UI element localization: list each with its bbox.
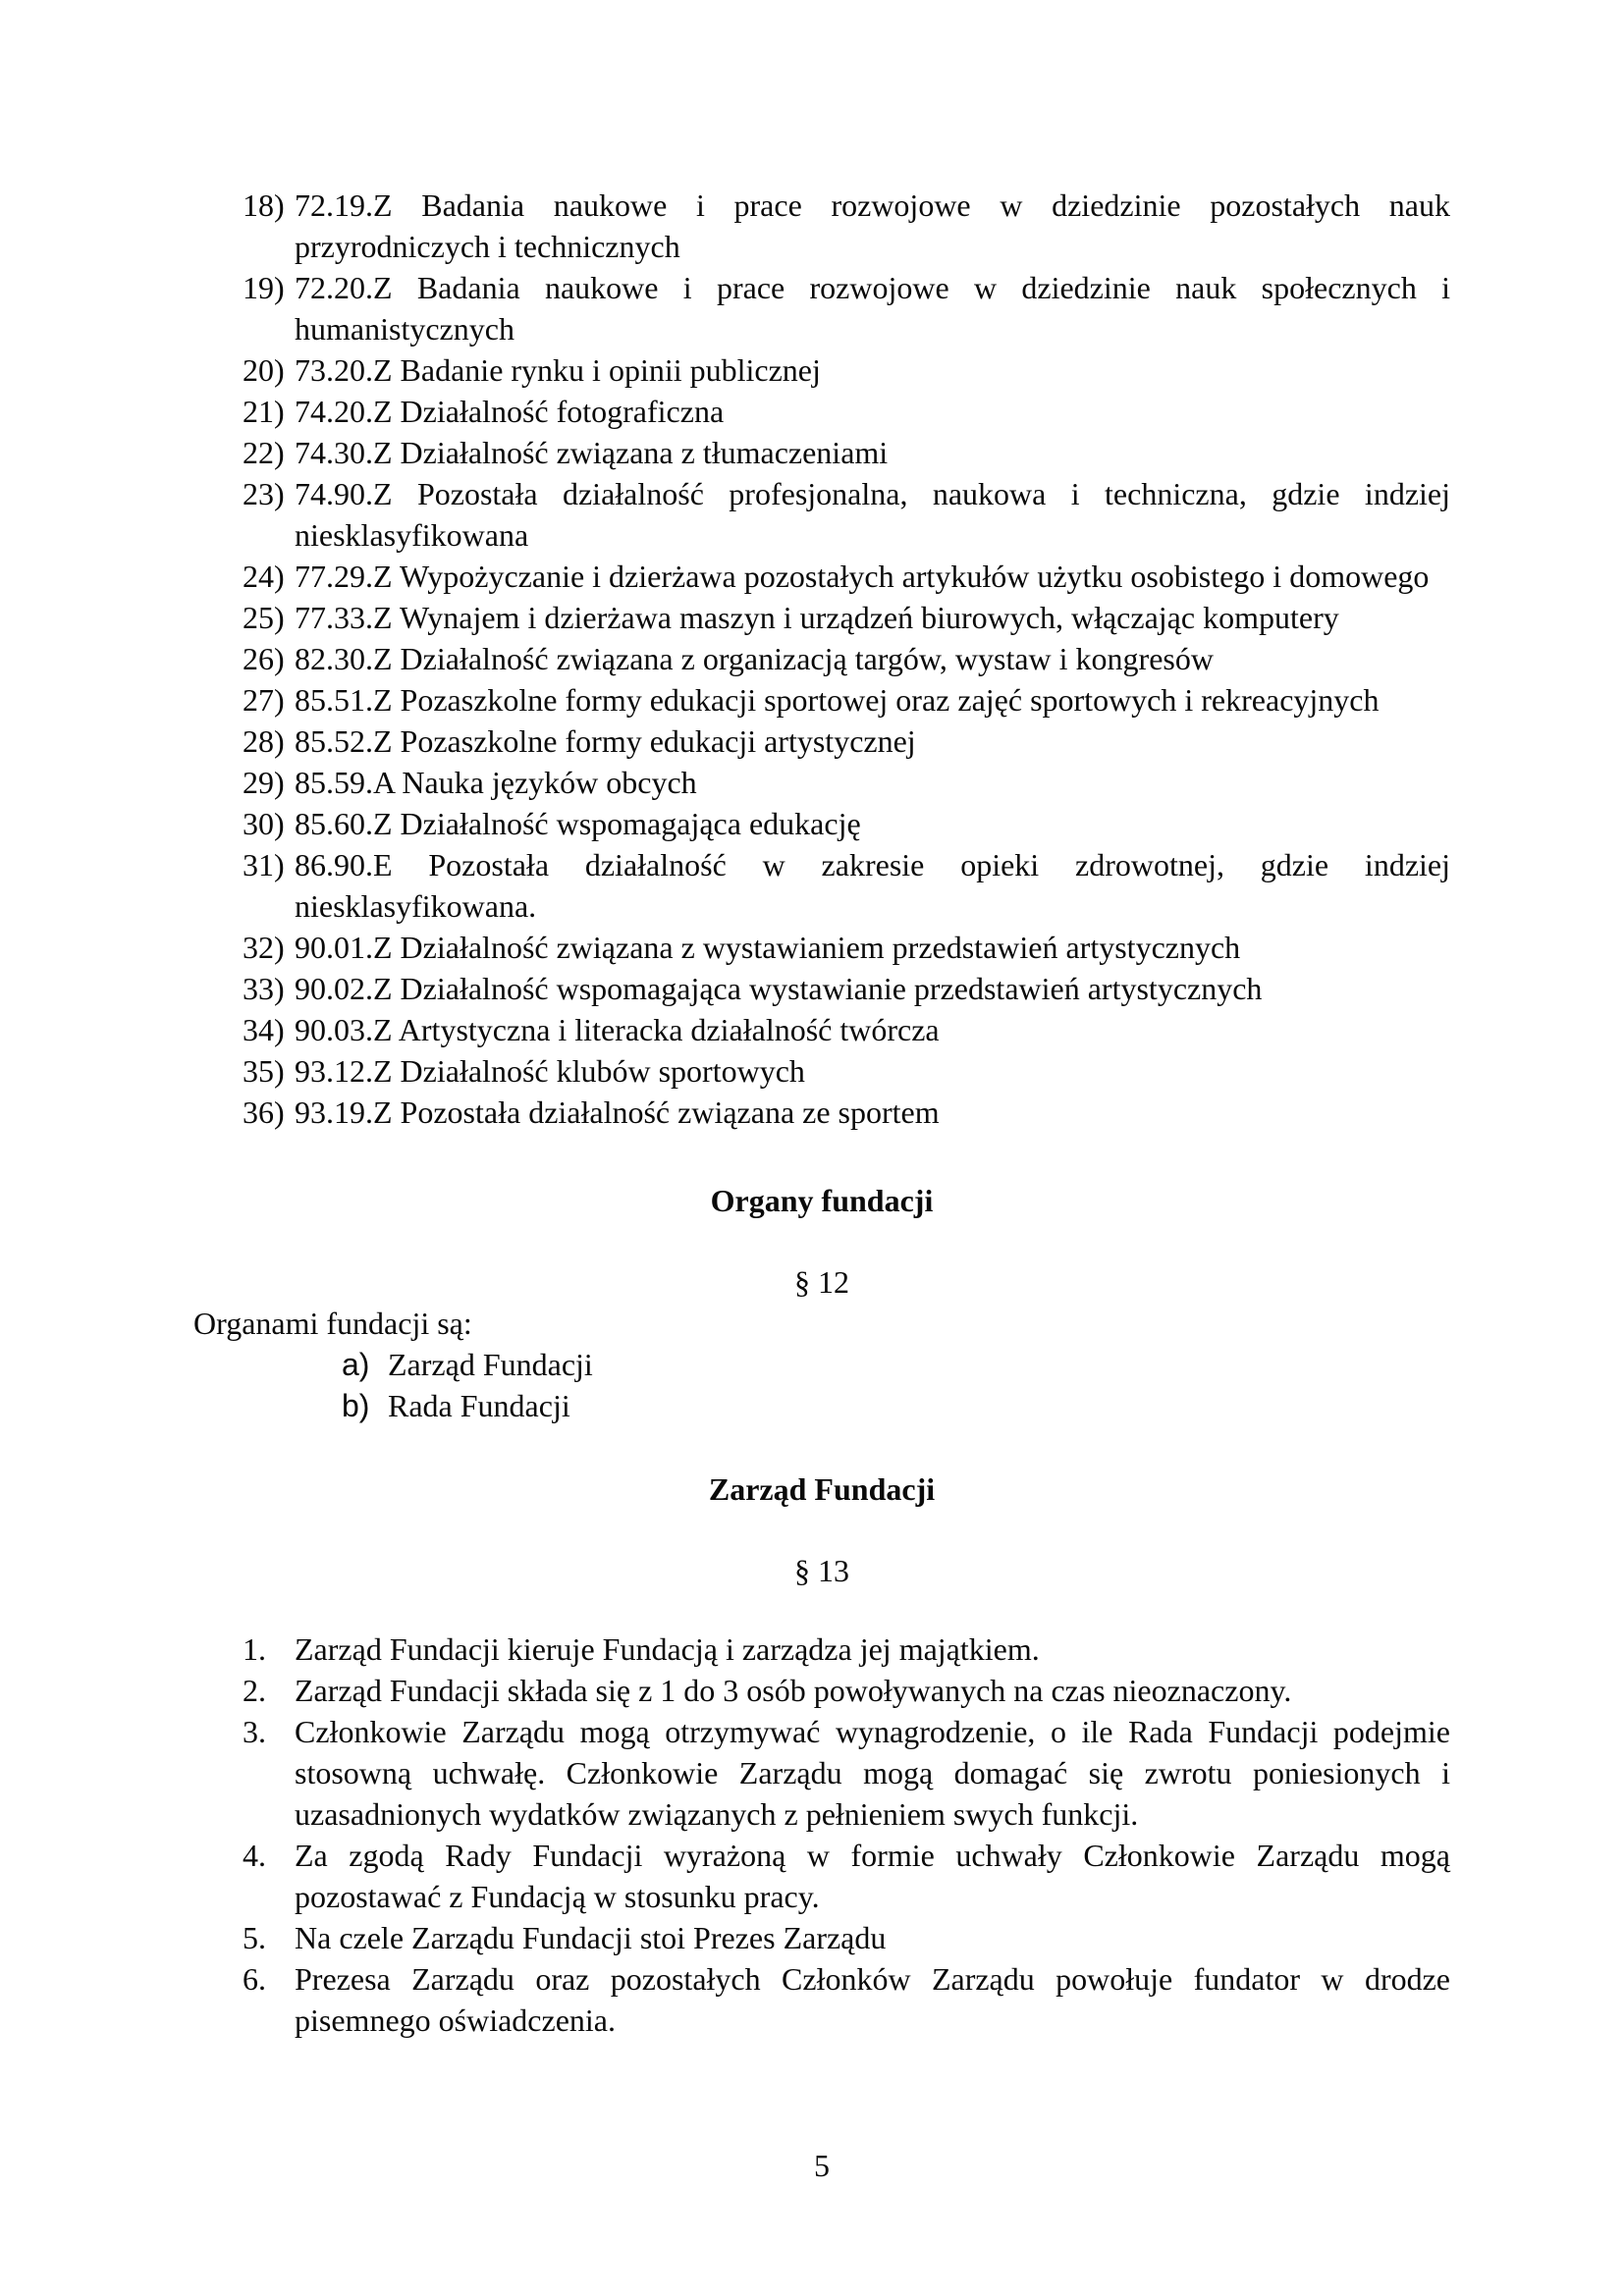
board-rule-number: 3.	[243, 1714, 266, 1749]
organ-item	[193, 1344, 1450, 1385]
activity-item	[193, 1009, 1450, 1050]
activity-item	[193, 473, 1450, 556]
activity-number: 23)	[243, 476, 285, 511]
activity-item	[193, 185, 1450, 267]
section-heading-organy-fundacji: Organy fundacji	[710, 1183, 934, 1218]
activity-number: 20)	[243, 352, 285, 388]
board-rule-item	[193, 1670, 1450, 1711]
activity-item	[193, 638, 1450, 679]
organ-label: Zarząd Fundacji	[388, 1347, 593, 1382]
activity-item	[193, 391, 1450, 432]
activity-item	[193, 927, 1450, 968]
board-rule-number: 5.	[243, 1920, 266, 1955]
board-rule-number: 2.	[243, 1673, 266, 1708]
activity-item	[193, 432, 1450, 473]
activity-number: 36)	[243, 1095, 285, 1130]
board-rule-item	[193, 1711, 1450, 1835]
organs-intro-paragraph: Organami fundacji są:	[193, 1306, 472, 1341]
activity-text: 85.59.A Nauka języków obcych	[295, 765, 697, 800]
board-rule-text: Zarząd Fundacji składa się z 1 do 3 osób powoływanych na czas nieoznaczony.	[295, 1673, 1292, 1708]
board-rule-number: 1.	[243, 1631, 266, 1667]
activity-number: 33)	[243, 971, 285, 1006]
organ-item	[193, 1385, 1450, 1426]
organ-letter-marker: b)	[342, 1388, 370, 1423]
activity-item	[193, 349, 1450, 391]
activity-item	[193, 1092, 1450, 1133]
activity-number: 27)	[243, 682, 285, 718]
activity-text: 74.30.Z Działalność związana z tłumaczeniami	[295, 435, 889, 470]
board-rule-number: 6.	[243, 1961, 266, 1997]
board-rule-item	[193, 1917, 1450, 1958]
activity-text: 74.90.Z Pozostała działalność profesjonalna, naukowa i techniczna, gdzie indziej niesklasyfikowana	[295, 476, 1450, 553]
board-rule-text: Na czele Zarządu Fundacji stoi Prezes Zarządu	[295, 1920, 887, 1955]
activity-number: 24)	[243, 559, 285, 594]
activity-text: 90.03.Z Artystyczna i literacka działalność twórcza	[295, 1012, 940, 1047]
activity-item	[193, 1050, 1450, 1092]
activity-text: 73.20.Z Badanie rynku i opinii publicznej	[295, 352, 821, 388]
activity-text: 72.20.Z Badania naukowe i prace rozwojowe w dziedzinie nauk społecznych i humanistycznych	[295, 270, 1450, 347]
activity-item	[193, 267, 1450, 349]
activity-text: 85.51.Z Pozaszkolne formy edukacji sportowej oraz zajęć sportowych i rekreacyjnych	[295, 682, 1380, 718]
activity-number: 18)	[243, 187, 285, 223]
organ-label: Rada Fundacji	[388, 1388, 570, 1423]
activity-item	[193, 597, 1450, 638]
activity-text: 93.12.Z Działalność klubów sportowych	[295, 1053, 805, 1089]
activity-item	[193, 762, 1450, 803]
board-rule-text: Członkowie Zarządu mogą otrzymywać wynagrodzenie, o ile Rada Fundacji podejmie stosowną uchwałę. Członkowie Zarządu mogą domagać się zwrotu poniesionych i uzasadnionych wydatków związanych z pełnieniem swych funkcji.	[295, 1714, 1450, 1832]
activity-text: 85.52.Z Pozaszkolne formy edukacji artystycznej	[295, 723, 916, 759]
board-rule-text: Zarząd Fundacji kieruje Fundacją i zarządza jej majątkiem.	[295, 1631, 1040, 1667]
section-mark-12: § 12	[794, 1264, 849, 1300]
board-rule-text: Za zgodą Rady Fundacji wyrażoną w formie uchwały Członkowie Zarządu mogą pozostawać z Fundacją w stosunku pracy.	[295, 1838, 1450, 1914]
board-rules-list	[193, 1629, 1450, 2041]
activity-text: 90.02.Z Działalność wspomagająca wystawianie przedstawień artystycznych	[295, 971, 1263, 1006]
activity-item	[193, 679, 1450, 721]
board-rule-text: Prezesa Zarządu oraz pozostałych Członków Zarządu powołuje fundator w drodze pisemnego oświadczenia.	[295, 1961, 1450, 2038]
activity-number: 22)	[243, 435, 285, 470]
activity-text: 86.90.E Pozostała działalność w zakresie opieki zdrowotnej, gdzie indziej niesklasyfikowana.	[295, 847, 1450, 924]
board-rule-item	[193, 1958, 1450, 2041]
board-rule-number: 4.	[243, 1838, 266, 1873]
activity-number: 26)	[243, 641, 285, 676]
board-rule-item	[193, 1629, 1450, 1670]
board-rule-item	[193, 1835, 1450, 1917]
organ-letter-marker: a)	[342, 1347, 370, 1382]
activity-list	[193, 185, 1450, 1133]
page-number: 5	[814, 2148, 830, 2183]
activity-number: 32)	[243, 930, 285, 965]
organ-list	[193, 1344, 1450, 1426]
activity-text: 77.33.Z Wynajem i dzierżawa maszyn i urządzeń biurowych, włączając komputery	[295, 600, 1339, 635]
activity-number: 19)	[243, 270, 285, 305]
activity-text: 85.60.Z Działalność wspomagająca edukację	[295, 806, 861, 841]
section-heading-zarzad-fundacji: Zarząd Fundacji	[708, 1471, 936, 1507]
activity-number: 30)	[243, 806, 285, 841]
activity-number: 35)	[243, 1053, 285, 1089]
activity-number: 28)	[243, 723, 285, 759]
activity-text: 72.19.Z Badania naukowe i prace rozwojowe w dziedzinie pozostałych nauk przyrodniczych i technicznych	[295, 187, 1450, 264]
activity-item	[193, 844, 1450, 927]
activity-text: 82.30.Z Działalność związana z organizacją targów, wystaw i kongresów	[295, 641, 1214, 676]
activity-number: 29)	[243, 765, 285, 800]
activity-item	[193, 968, 1450, 1009]
activity-item	[193, 803, 1450, 844]
activity-number: 31)	[243, 847, 285, 882]
activity-item	[193, 556, 1450, 597]
activity-text: 93.19.Z Pozostała działalność związana ze sportem	[295, 1095, 940, 1130]
activity-text: 74.20.Z Działalność fotograficzna	[295, 394, 725, 429]
activity-text: 90.01.Z Działalność związana z wystawianiem przedstawień artystycznych	[295, 930, 1241, 965]
activity-number: 21)	[243, 394, 285, 429]
activity-number: 25)	[243, 600, 285, 635]
section-mark-13: § 13	[794, 1553, 849, 1588]
activity-item	[193, 721, 1450, 762]
activity-text: 77.29.Z Wypożyczanie i dzierżawa pozostałych artykułów użytku osobistego i domowego	[295, 559, 1430, 594]
activity-number: 34)	[243, 1012, 285, 1047]
